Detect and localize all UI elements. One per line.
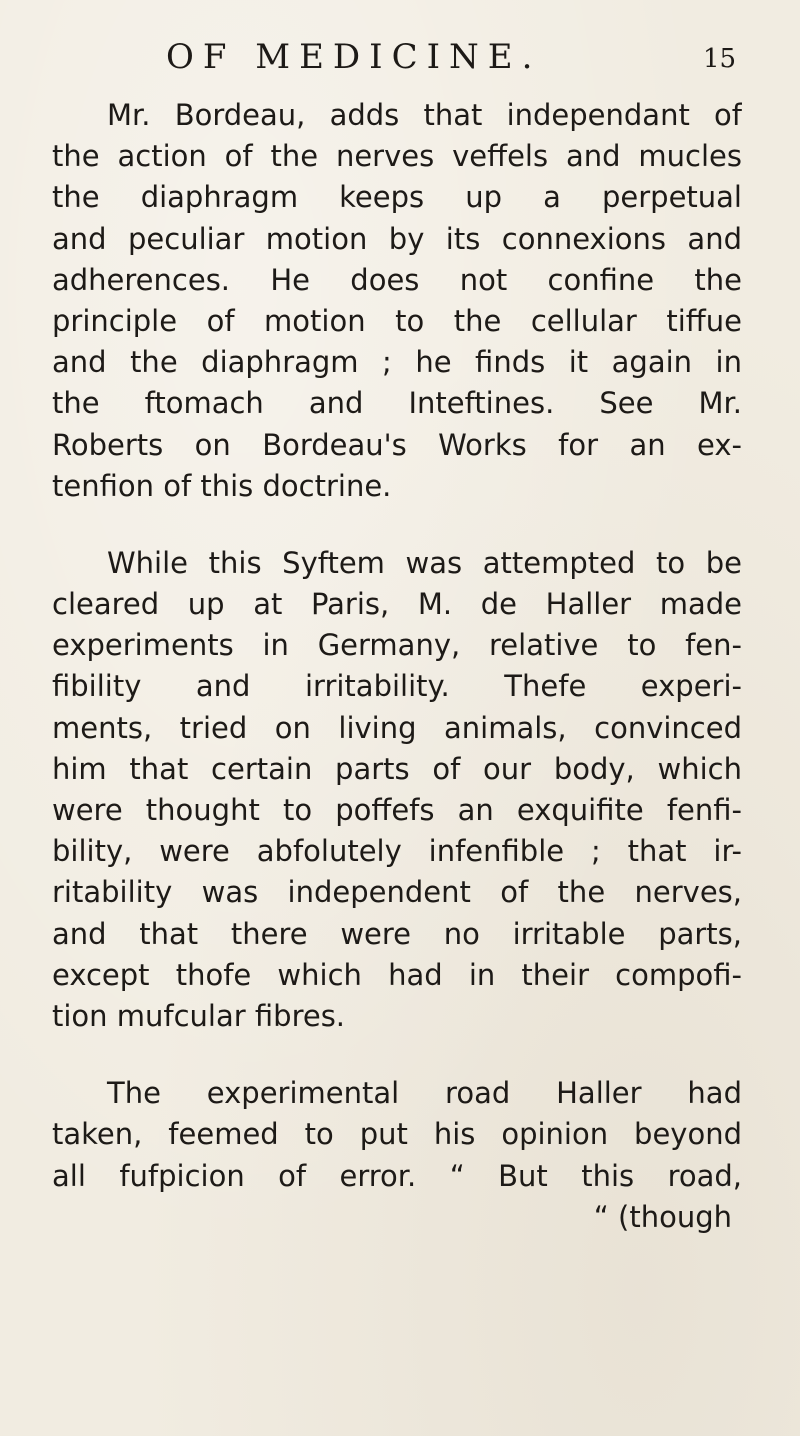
text-line: adherences. He does not confine the	[52, 262, 742, 297]
running-head	[0, 32, 800, 82]
page-number: 15	[703, 44, 737, 74]
text-line: the diaphragm keeps up a perpetual	[52, 180, 742, 215]
text-line: fibility and irritability. Thefe experi-	[52, 669, 742, 704]
text-line: taken, feemed to put his opinion beyond	[52, 1117, 742, 1152]
paragraph-bordeau	[52, 95, 742, 507]
text-line: Roberts on Bordeau's Works for an ex-	[52, 427, 742, 462]
text-line: and peculiar motion by its connexions and	[52, 221, 742, 256]
text-line: and the diaphragm ; he finds it again in	[52, 345, 742, 380]
text-line: all fufpicion of error. “ But this road,	[52, 1158, 742, 1193]
text-line: experiments in Germany, relative to fen-	[52, 628, 742, 663]
text-line: him that certain parts of our body, which	[52, 751, 742, 786]
text-line: tion mufcular fibres.	[52, 998, 346, 1033]
paragraph-haller-system	[52, 543, 742, 1037]
text-line: bility, were abfolutely infenfible ; that ir-	[52, 834, 742, 869]
text-line: ritability was independent of the nerves,	[52, 875, 742, 910]
catchword-line: “ (though	[593, 1199, 732, 1234]
text-line: the ftomach and Inteftines. See Mr.	[52, 386, 742, 421]
paragraph-experimental-road	[52, 1073, 742, 1238]
text-line: the action of the nerves veffels and mucles	[52, 139, 742, 174]
body-text	[52, 95, 742, 1238]
text-line: ments, tried on living animals, convinced	[52, 710, 742, 745]
text-line: except thofe which had in their compofi-	[52, 957, 742, 992]
text-line: The experimental road Haller had	[107, 1076, 742, 1111]
text-line: were thought to poffefs an exquifite fenfi-	[52, 793, 742, 827]
text-line: tenfion of this doctrine.	[52, 468, 392, 503]
text-line: Mr. Bordeau, adds that independant of	[107, 98, 742, 132]
text-line: While this Syftem was attempted to be	[107, 545, 742, 580]
text-line: principle of motion to the cellular tiffue	[52, 303, 742, 338]
text-line: and that there were no irritable parts,	[52, 916, 742, 951]
running-title: OF MEDICINE.	[166, 37, 542, 77]
text-line: cleared up at Paris, M. de Haller made	[52, 587, 742, 622]
